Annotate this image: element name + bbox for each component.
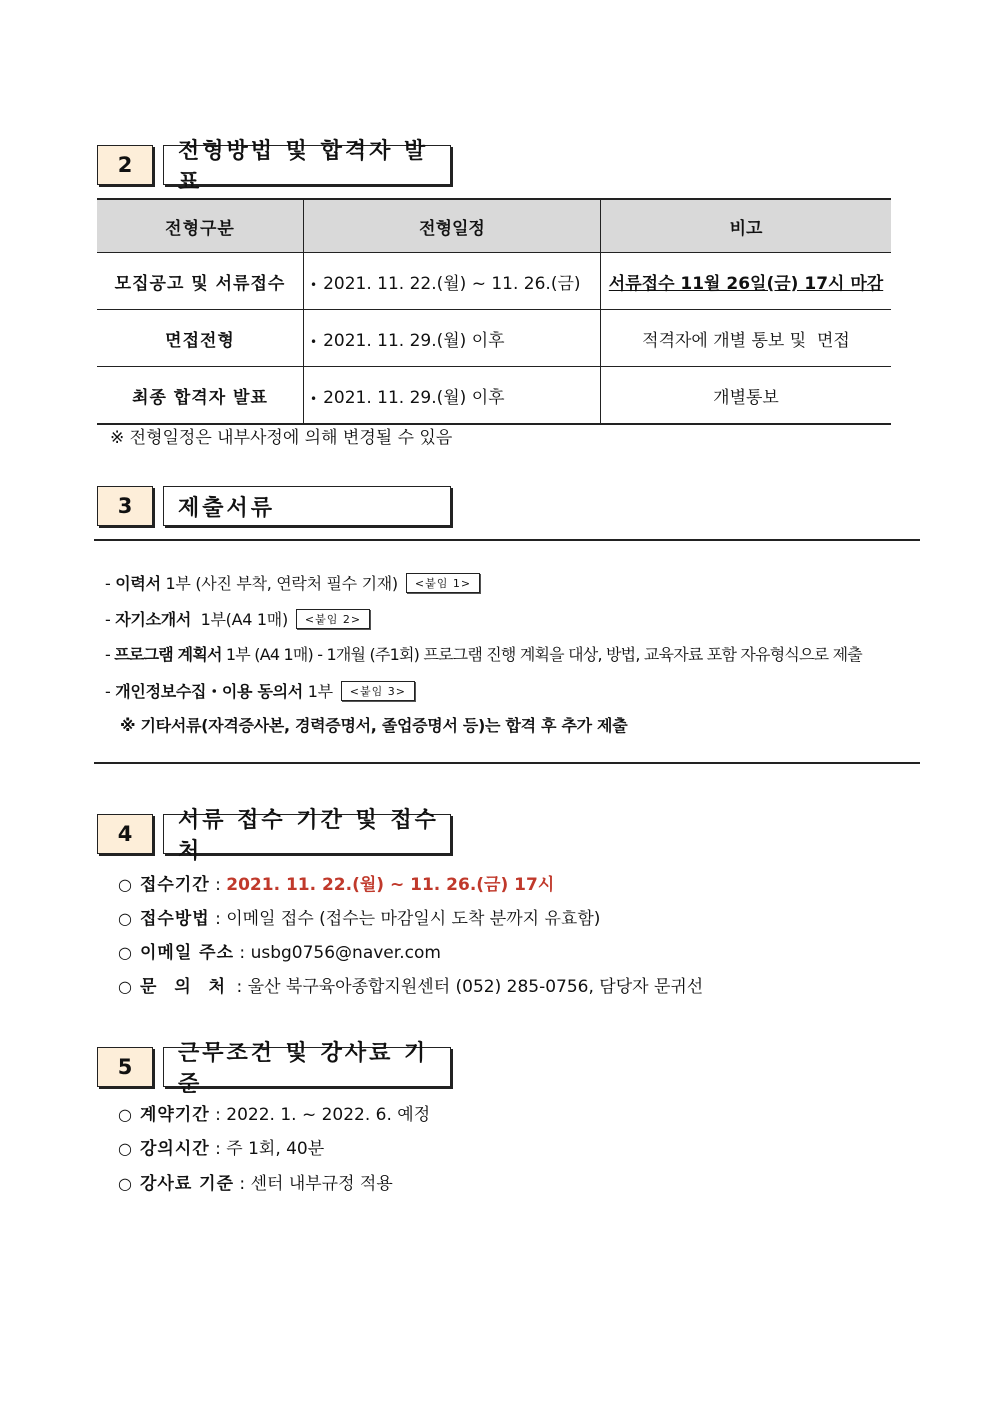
row-type: 최종 합격자 발표 [97, 367, 304, 425]
row-date [304, 310, 601, 367]
document-item [105, 642, 862, 665]
schedule-footnote: ※ 전형일정은 내부사정에 의해 변경될 수 있음 [110, 428, 453, 448]
item-prefix: - [105, 610, 116, 629]
bullet: • [310, 391, 318, 406]
info-value: 2022. 1. ~ 2022. 6. 예정 [226, 1105, 431, 1125]
attachment-tag: <붙임 1> [406, 573, 480, 593]
item-prefix: - [105, 645, 115, 664]
item-text: 1부 (A4 1매) - 1개월 (주1회) 프로그램 진행 계획을 대상, 방법, 교육자료 포함 자유형식으로 제출 [221, 645, 862, 664]
header-type: 전형구분 [97, 199, 304, 253]
info-sep: : [234, 1174, 251, 1194]
header-date: 전형일정 [304, 199, 601, 253]
info-label: 강사료 기준 [140, 1174, 235, 1194]
schedule-table [97, 198, 891, 425]
table-row [97, 367, 891, 425]
row-date-text: 2021. 11. 22.(월) ~ 11. 26.(금) [323, 273, 581, 294]
info-label: 강의시간 [140, 1139, 210, 1159]
section-4-title: 서류 접수 기간 및 접수처 [163, 814, 451, 854]
info-item [118, 938, 441, 963]
info-value: 주 1회, 40분 [226, 1139, 325, 1159]
item-text: 1부(A4 1매) [191, 610, 288, 629]
info-label: 접수방법 [140, 909, 210, 929]
table-header-row [97, 199, 891, 253]
item-label: 개인정보수집・이용 동의서 [115, 682, 303, 701]
item-prefix: - [105, 682, 116, 701]
item-label: 프로그램 계획서 [114, 645, 222, 664]
row-date [304, 367, 601, 425]
circle-bullet: ○ [118, 977, 132, 996]
info-sep: : [209, 875, 227, 895]
circle-bullet: ○ [118, 943, 132, 962]
info-value: 센터 내부규정 적용 [250, 1174, 393, 1194]
table-row [97, 310, 891, 367]
attachment-tag: <붙임 2> [296, 609, 370, 629]
circle-bullet: ○ [118, 1105, 132, 1124]
section-2-number: 2 [97, 145, 153, 185]
period-value: 2021. 11. 22.(월) ~ 11. 26.(금) 17시 [226, 875, 555, 895]
section-4-number: 4 [97, 814, 153, 854]
item-text: 1부 [302, 682, 333, 701]
info-sep: : [234, 943, 251, 963]
info-label: 문 의 처 [140, 977, 232, 997]
info-sep: : [209, 1139, 227, 1159]
row-note [601, 253, 892, 310]
row-date-text: 2021. 11. 29.(월) 이후 [323, 387, 505, 408]
section-5-title: 근무조건 및 강사료 기준 [163, 1047, 451, 1087]
bullet: • [310, 277, 318, 292]
circle-bullet: ○ [118, 1139, 132, 1158]
info-value: 이메일 접수 (접수는 마감일시 도착 분까지 유효함) [226, 909, 601, 929]
item-label: 이력서 [115, 574, 161, 593]
info-item [118, 1100, 430, 1125]
item-text: 1부 (사진 부착, 연락처 필수 기재) [160, 574, 398, 593]
section-3-title: 제출서류 [163, 486, 451, 526]
info-sep: : [209, 909, 227, 929]
item-label: 자기소개서 [115, 610, 192, 629]
section-5-number: 5 [97, 1047, 153, 1087]
row-type: 모집공고 및 서류접수 [97, 253, 304, 310]
document-item [105, 679, 415, 702]
info-sep: : [231, 977, 248, 997]
info-item [118, 904, 600, 929]
row-date-text: 2021. 11. 29.(월) 이후 [323, 330, 505, 351]
row-note: 적격자에 개별 통보 및 면접 [601, 310, 892, 367]
deadline-note: 서류접수 11월 26일(금) 17시 마감 [608, 273, 884, 294]
row-date [304, 253, 601, 310]
bullet: • [310, 334, 318, 349]
email-value: usbg0756@naver.com [250, 943, 441, 963]
divider-bottom [94, 762, 920, 764]
info-label: 이메일 주소 [140, 943, 235, 963]
circle-bullet: ○ [118, 875, 132, 894]
info-label: 접수기간 [140, 875, 210, 895]
info-sep: : [209, 1105, 227, 1125]
circle-bullet: ○ [118, 1174, 132, 1193]
divider-top [94, 539, 920, 541]
header-note: 비고 [601, 199, 892, 253]
table-row [97, 253, 891, 310]
section-3-number: 3 [97, 486, 153, 526]
section-2-title: 전형방법 및 합격자 발표 [163, 145, 451, 185]
info-item [118, 1134, 324, 1159]
document-item [105, 571, 480, 594]
document-item [105, 607, 370, 630]
attachment-tag: <붙임 3> [341, 681, 415, 701]
info-item [118, 870, 554, 895]
info-item [118, 1169, 393, 1194]
extra-documents-note: ※ 기타서류(자격증사본, 경력증명서, 졸업증명서 등)는 합격 후 추가 제출 [120, 716, 628, 735]
info-value: 울산 북구육아종합지원센터 (052) 285-0756, 담당자 문귀선 [247, 977, 704, 997]
info-label: 계약기간 [140, 1105, 210, 1125]
circle-bullet: ○ [118, 909, 132, 928]
row-type: 면접전형 [97, 310, 304, 367]
item-prefix: - [105, 574, 116, 593]
info-item [118, 972, 703, 997]
row-note: 개별통보 [601, 367, 892, 425]
